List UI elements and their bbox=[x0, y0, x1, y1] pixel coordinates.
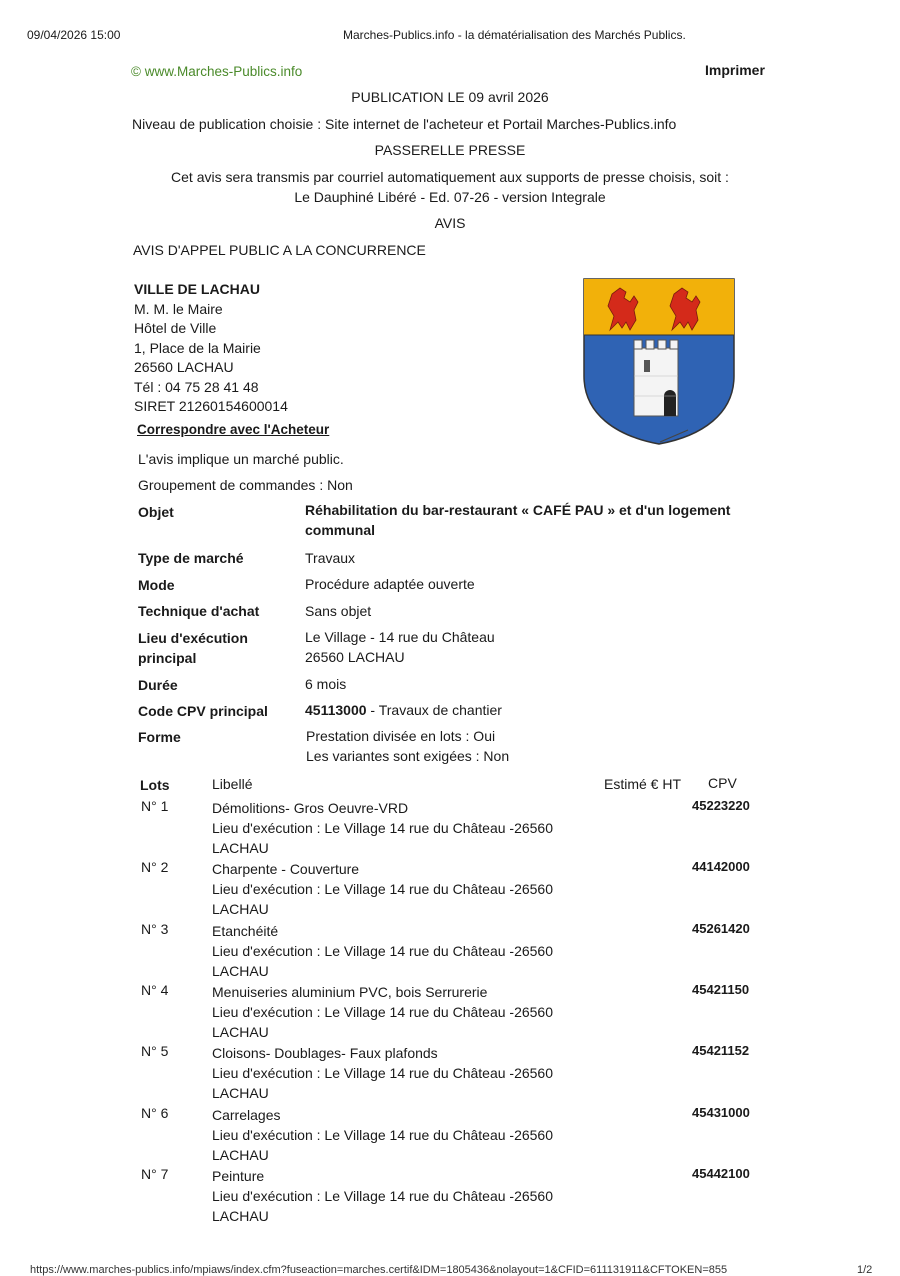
avis-heading: AVIS bbox=[434, 215, 466, 231]
lot-cpv-code: 44142000 bbox=[692, 859, 750, 874]
lot-title: Carrelages bbox=[212, 1107, 281, 1123]
lot-cpv-code: 45421150 bbox=[692, 982, 750, 997]
lot-cpv-code: 45421152 bbox=[692, 1043, 750, 1058]
lot-title: Etanchéité bbox=[212, 923, 279, 939]
site-logo-text: www.Marches-Publics.info bbox=[144, 64, 303, 79]
forme-value bbox=[306, 727, 509, 766]
print-datetime: 09/04/2026 15:00 bbox=[27, 28, 121, 42]
buyer-contact: M. M. le Maire bbox=[134, 300, 223, 317]
forme-line-1: Prestation divisée en lots : Oui bbox=[306, 728, 496, 744]
lot-location: Lieu d'exécution : Le Village 14 rue du Château -26560 bbox=[212, 881, 554, 897]
lot-libelle bbox=[212, 1043, 553, 1103]
cpv-description: - Travaux de chantier bbox=[366, 702, 502, 718]
press-transmission: Cet avis sera transmis par courriel automatiquement aux supports de presse choisis, soit : bbox=[171, 169, 729, 185]
lot-libelle bbox=[212, 1105, 553, 1165]
type-value: Travaux bbox=[305, 550, 356, 566]
publication-level: Niveau de publication choisie : Site internet de l'acheteur et Portail Marches-Publics.info bbox=[132, 116, 677, 132]
tower-icon bbox=[634, 340, 678, 416]
cpv-value bbox=[305, 702, 502, 718]
notice-public-market: L'avis implique un marché public. bbox=[138, 451, 344, 467]
lot-number: N° 2 bbox=[141, 859, 169, 875]
lot-title: Menuiseries aluminium PVC, bois Serrurerie bbox=[212, 984, 488, 1000]
lot-location: Lieu d'exécution : Le Village 14 rue du Château -26560 bbox=[212, 1004, 554, 1020]
lot-number: N° 4 bbox=[141, 982, 169, 998]
lieu-value-line-2: 26560 LACHAU bbox=[305, 648, 405, 665]
lot-libelle bbox=[212, 798, 553, 858]
buyer-building: Hôtel de Ville bbox=[134, 320, 217, 336]
lot-number: N° 3 bbox=[141, 921, 169, 937]
lot-location: Lieu d'exécution : Le Village 14 rue du Château -26560 bbox=[212, 1127, 554, 1143]
lot-location: Lieu d'exécution : Le Village 14 rue du Château -26560 bbox=[212, 1188, 554, 1204]
print-page-number: 1/2 bbox=[857, 1264, 873, 1276]
lot-libelle bbox=[212, 921, 553, 981]
press-support: Le Dauphiné Libéré - Ed. 07-26 - version Integrale bbox=[294, 189, 606, 205]
lots-header-cpv: CPV bbox=[708, 775, 737, 791]
publication-date: PUBLICATION LE 09 avril 2026 bbox=[351, 89, 549, 105]
lot-location-city: LACHAU bbox=[212, 840, 269, 856]
buyer-city: 26560 LACHAU bbox=[134, 359, 234, 375]
lot-title: Démolitions- Gros Oeuvre-VRD bbox=[212, 800, 409, 816]
lot-title: Charpente - Couverture bbox=[212, 861, 360, 877]
lot-location-city: LACHAU bbox=[212, 1208, 269, 1224]
lot-location-city: LACHAU bbox=[212, 963, 269, 979]
press-gateway: PASSERELLE PRESSE bbox=[374, 142, 526, 158]
lieu-value bbox=[305, 628, 495, 667]
duree-value: 6 mois bbox=[305, 676, 347, 692]
lot-number: N° 6 bbox=[141, 1105, 169, 1121]
objet-value bbox=[305, 501, 730, 540]
buyer-siret: SIRET 21260154600014 bbox=[134, 398, 288, 414]
technique-value: Sans objet bbox=[305, 603, 372, 619]
lots-header-lots: Lots bbox=[140, 777, 170, 793]
lot-location: Lieu d'exécution : Le Village 14 rue du Château -26560 bbox=[212, 943, 554, 959]
lieu-label-line-2: principal bbox=[138, 649, 197, 666]
forme-label: Forme bbox=[138, 729, 181, 745]
lot-location-city: LACHAU bbox=[212, 1147, 269, 1163]
lieu-value-line-1: Le Village - 14 rue du Château bbox=[305, 629, 495, 645]
print-page-title: Marches-Publics.info - la dématérialisation des Marchés Publics. bbox=[343, 28, 686, 42]
lot-location-city: LACHAU bbox=[212, 1085, 269, 1101]
lots-header-estime: Estimé € HT bbox=[604, 776, 682, 792]
lot-number: N° 1 bbox=[141, 798, 169, 814]
lot-libelle bbox=[212, 859, 553, 919]
notice-grouping: Groupement de commandes : Non bbox=[138, 477, 353, 493]
forme-line-2: Les variantes sont exigées : Non bbox=[306, 747, 510, 764]
site-logo-link[interactable] bbox=[131, 64, 302, 79]
technique-label: Technique d'achat bbox=[138, 603, 260, 619]
lot-cpv-code: 45261420 bbox=[692, 921, 750, 936]
objet-line-2: communal bbox=[305, 521, 376, 538]
mode-label: Mode bbox=[138, 577, 175, 593]
cpv-label: Code CPV principal bbox=[138, 703, 268, 719]
lot-location-city: LACHAU bbox=[212, 901, 269, 917]
lot-location: Lieu d'exécution : Le Village 14 rue du Château -26560 bbox=[212, 820, 554, 836]
lieu-label bbox=[138, 629, 248, 668]
lot-location-city: LACHAU bbox=[212, 1024, 269, 1040]
lot-libelle bbox=[212, 982, 553, 1042]
lot-number: N° 7 bbox=[141, 1166, 169, 1182]
avis-type: AVIS D'APPEL PUBLIC A LA CONCURRENCE bbox=[133, 242, 426, 258]
buyer-name: VILLE DE LACHAU bbox=[134, 281, 260, 297]
shield-chief-shape bbox=[584, 279, 734, 335]
lot-title: Cloisons- Doublages- Faux plafonds bbox=[212, 1045, 438, 1061]
coat-of-arms-image bbox=[580, 276, 738, 446]
lot-cpv-code: 45442100 bbox=[692, 1166, 750, 1181]
lot-number: N° 5 bbox=[141, 1043, 169, 1059]
print-footer-url: https://www.marches-publics.info/mpiaws/index.cfm?fuseaction=marches.certif&IDM=1805436&nolayout=1&CFID=611131911&CFTOKEN=855 bbox=[30, 1264, 728, 1276]
objet-line-1: Réhabilitation du bar-restaurant « CAFÉ PAU » et d'un logement bbox=[305, 502, 731, 518]
objet-label: Objet bbox=[138, 504, 174, 520]
cpv-code: 45113000 bbox=[305, 702, 367, 718]
duree-label: Durée bbox=[138, 677, 178, 693]
buyer-block bbox=[134, 280, 288, 417]
lieu-label-line-1: Lieu d'exécution bbox=[138, 630, 248, 646]
buyer-street: 1, Place de la Mairie bbox=[134, 339, 261, 356]
lot-title: Peinture bbox=[212, 1168, 265, 1184]
lot-cpv-code: 45223220 bbox=[692, 798, 750, 813]
contact-buyer-link[interactable]: Correspondre avec l'Acheteur bbox=[137, 422, 330, 437]
lot-libelle bbox=[212, 1166, 553, 1226]
type-label: Type de marché bbox=[138, 550, 244, 566]
lot-cpv-code: 45431000 bbox=[692, 1105, 750, 1120]
print-button[interactable]: Imprimer bbox=[705, 62, 765, 78]
mode-value: Procédure adaptée ouverte bbox=[305, 576, 475, 592]
buyer-phone: Tél : 04 75 28 41 48 bbox=[134, 378, 259, 395]
lot-location: Lieu d'exécution : Le Village 14 rue du Château -26560 bbox=[212, 1065, 554, 1081]
site-logo-icon: © bbox=[131, 64, 141, 79]
lots-header-libelle: Libellé bbox=[212, 776, 253, 792]
